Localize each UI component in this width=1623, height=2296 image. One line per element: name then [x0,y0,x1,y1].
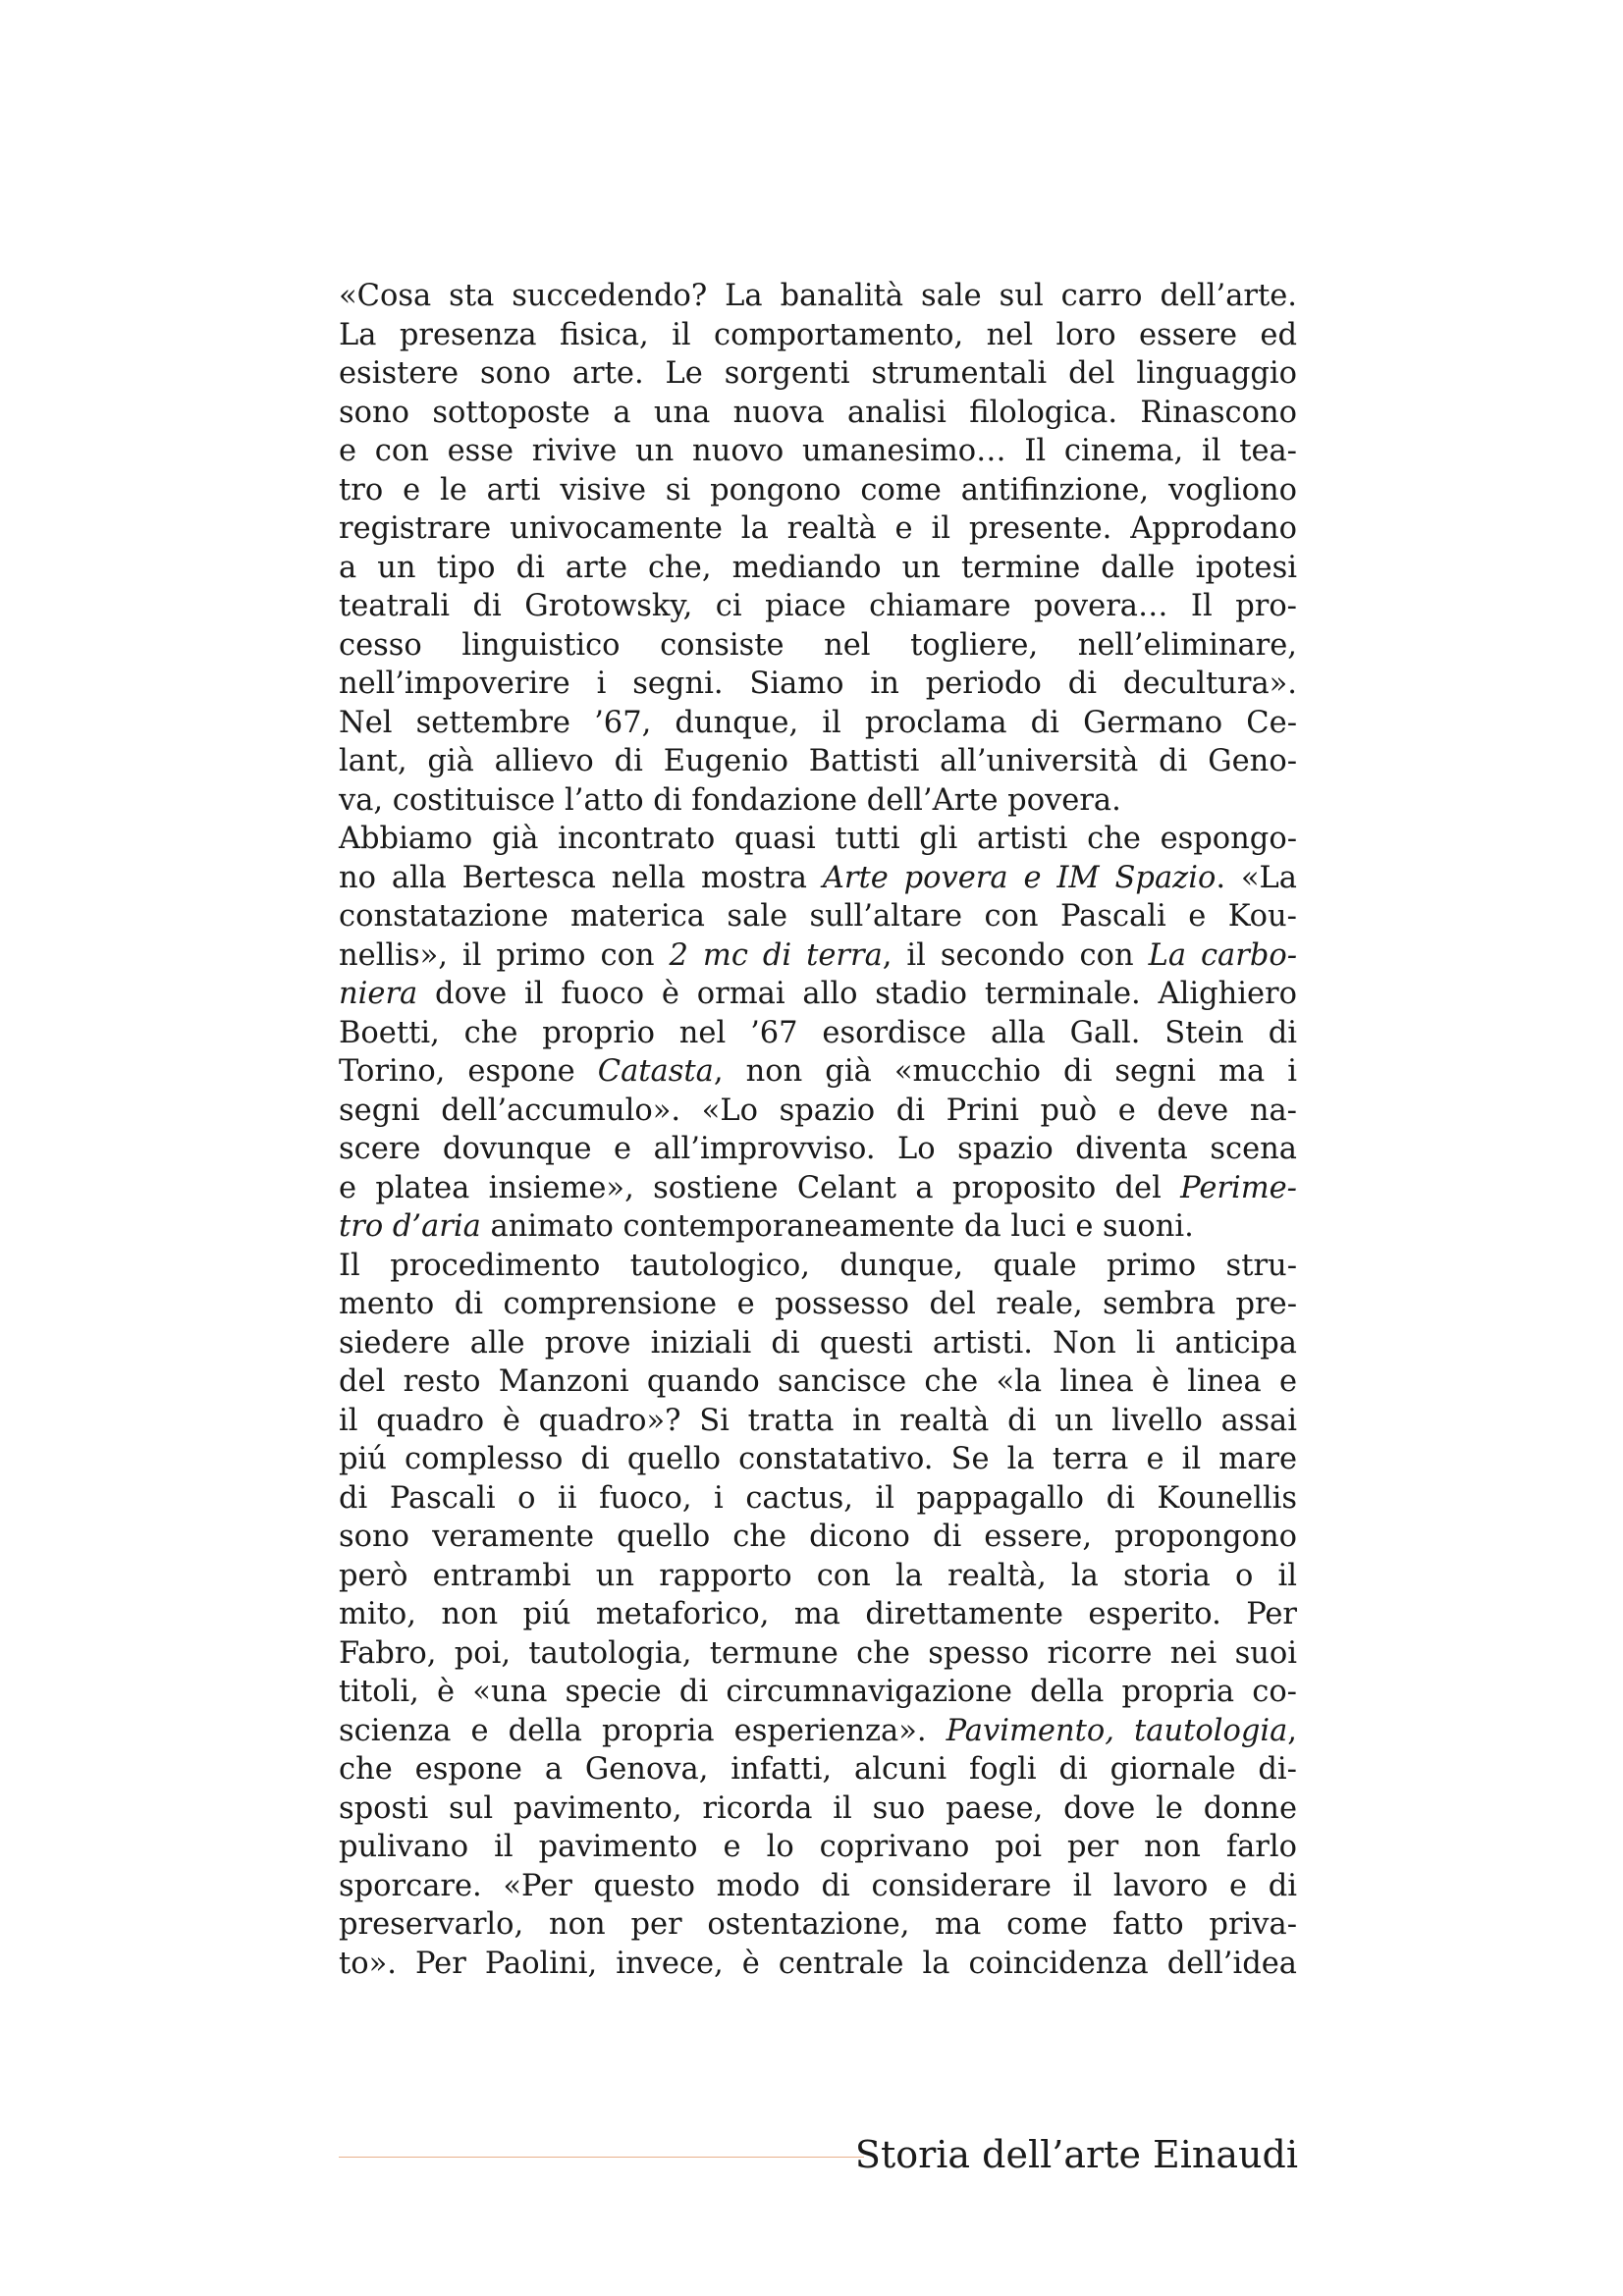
text-segment: Nel settembre ’67, dunque, il proclama di Germano Ce- [339,705,1297,740]
text-segment: to». Per Paolini, invece, è centrale la coincidenza dell’idea [339,1946,1297,1981]
italic-title: Catasta [597,1054,714,1089]
text-segment: siedere alle prove iniziali di questi artisti. Non li anticipa [339,1325,1297,1361]
text-segment: Boetti, che proprio nel ’67 esordisce alla Gall. Stein di [339,1015,1297,1050]
text-line [339,1440,1297,1479]
text-line [339,471,1297,510]
text-line [339,1945,1297,1984]
text-segment: , non già «mucchio di segni ma i [713,1054,1297,1089]
text-segment: Fabro, poi, tautologia, termune che spesso ricorre nei suoi [339,1635,1297,1671]
text-segment: di Pascali o ii fuoco, i cactus, il pappagallo di Kounellis [339,1480,1297,1516]
text-segment: scere dovunque e all’improvviso. Lo spazio diventa scena [339,1132,1297,1166]
text-line [339,1750,1297,1789]
text-segment: , [1287,1713,1297,1748]
text-line [339,1712,1297,1751]
text-line [339,1362,1297,1402]
text-segment: mito, non piú metaforico, ma direttamente esperito. Per [339,1597,1297,1631]
text-line [339,1557,1297,1596]
text-line [339,1402,1297,1441]
text-segment: il quadro è quadro»? Si tratta in realtà di un livello assai [339,1403,1297,1438]
text-line [339,1285,1297,1324]
footer-title: Storia dell’arte Einaudi [854,2133,1298,2176]
text-segment: del resto Manzoni quando sancisce che «la linea è linea e [339,1364,1297,1399]
text-line [339,277,1297,316]
text-segment: . «La [1216,860,1297,895]
text-segment: sposti sul pavimento, ricorda il suo paese, dove le donne [339,1790,1297,1826]
text-segment: mento di comprensione e possesso del reale, sembra pre- [339,1287,1297,1321]
text-line [339,820,1297,859]
text-segment: dove il fuoco è ormai allo stadio terminale. Alighiero [417,977,1297,1011]
text-line [339,1479,1297,1519]
text-line [339,587,1297,626]
text-line [339,549,1297,588]
italic-title: tro d’aria [339,1209,481,1244]
text-segment: a un tipo di arte che, mediando un termine dalle ipotesi [339,550,1297,585]
text-line [339,626,1297,666]
text-line [339,1247,1297,1286]
text-line [339,742,1297,781]
text-line [339,1324,1297,1363]
text-segment: , il secondo con [882,937,1149,973]
text-line [339,316,1297,355]
text-segment: però entrambi un rapporto con la realtà, la storia o il [339,1558,1297,1593]
text-line [339,1207,1297,1247]
text-line [339,1867,1297,1906]
text-segment: che espone a Genova, infatti, alcuni fogli di giornale di- [339,1752,1297,1787]
text-line [339,859,1297,898]
text-line [339,394,1297,433]
text-segment: pulivano il pavimento e lo coprivano poi per non farlo [339,1830,1297,1864]
text-segment: sporcare. «Per questo modo di considerare il lavoro e di [339,1868,1297,1903]
text-segment: sono veramente quello che dicono di essere, propongono [339,1520,1297,1554]
italic-title: La carbo- [1148,937,1298,973]
text-line [339,1169,1297,1208]
text-segment: lant, già allievo di Eugenio Battisti all’università di Geno- [339,744,1297,778]
text-segment: sono sottoposte a una nuova analisi filologica. Rinascono [339,395,1297,430]
text-segment: nellis», il primo con [339,937,670,973]
text-segment: tro e le arti visive si pongono come antifinzione, vogliono [339,472,1297,507]
text-line [339,1130,1297,1169]
italic-title: Pavimento, tautologia [946,1713,1288,1748]
text-segment: Torino, espone [339,1054,598,1089]
text-line [339,1673,1297,1712]
text-segment: piú complesso di quello constatativo. Se la terra e il mare [339,1442,1297,1476]
text-line [339,781,1297,821]
text-line [339,1634,1297,1674]
text-segment: teatrali di Grotowsky, ci piace chiamare povera… Il pro- [339,589,1297,623]
text-segment: titoli, è «una specie di circumnavigazione della propria co- [339,1675,1297,1709]
text-segment: registrare univocamente la realtà e il presente. Approdano [339,511,1297,546]
text-segment: preservarlo, non per ostentazione, ma come fatto priva- [339,1907,1297,1942]
text-line [339,1828,1297,1867]
footer-rule [339,2157,864,2158]
text-line [339,1789,1297,1829]
text-segment: animato contemporaneamente da luci e suoni. [480,1209,1194,1244]
text-line [339,1014,1297,1053]
text-segment: e con esse rivive un nuovo umanesimo… Il cinema, il tea- [339,434,1297,468]
text-segment: e platea insieme», sostiene Celant a proposito del [339,1170,1181,1205]
italic-title: Perime- [1180,1170,1297,1205]
text-line [339,897,1297,936]
text-line [339,509,1297,549]
text-segment: La presenza fisica, il comportamento, nel loro essere ed [339,317,1297,352]
text-line [339,1518,1297,1557]
italic-title: 2 mc di terra [669,937,883,973]
text-segment: va, costituisce l’atto di fondazione dell’Arte povera. [339,782,1121,818]
text-line [339,1052,1297,1092]
text-line [339,936,1297,976]
text-line [339,1092,1297,1131]
body-text [339,277,1297,1983]
text-line [339,1905,1297,1945]
text-line [339,975,1297,1014]
text-segment: segni dell’accumulo». «Lo spazio di Prini può e deve na- [339,1093,1297,1128]
text-segment: nell’impoverire i segni. Siamo in periodo di decultura». [339,667,1297,701]
text-segment: constatazione materica sale sull’altare con Pascali e Kou- [339,899,1297,934]
text-line [339,1595,1297,1634]
text-segment: cesso linguistico consiste nel togliere, nell’eliminare, [339,627,1297,663]
text-line [339,665,1297,704]
text-segment: «Cosa sta succedendo? La banalità sale sul carro dell’arte. [339,279,1297,313]
text-line [339,704,1297,743]
italic-title: niera [339,977,418,1011]
text-line [339,432,1297,471]
text-segment: Il procedimento tautologico, dunque, quale primo stru- [339,1248,1297,1283]
text-line [339,354,1297,394]
italic-title: Arte povera e IM Spazio [822,860,1217,895]
text-segment: esistere sono arte. Le sorgenti strumentali del linguaggio [339,356,1297,391]
text-segment: Abbiamo già incontrato quasi tutti gli artisti che espongo- [339,822,1297,856]
text-segment: no alla Bertesca nella mostra [339,860,823,895]
text-segment: scienza e della propria esperienza». [339,1713,947,1748]
